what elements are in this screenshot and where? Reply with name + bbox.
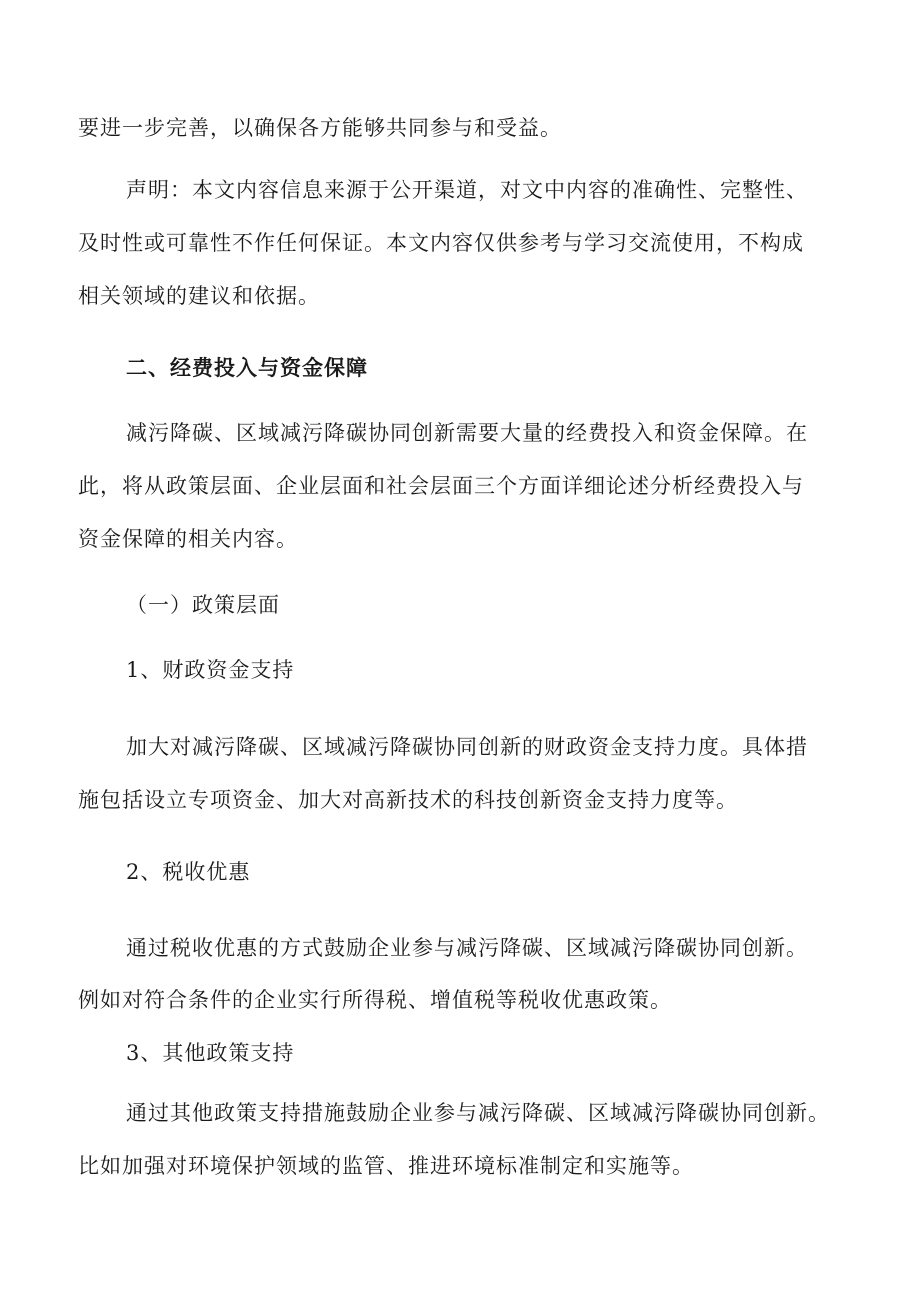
item-heading: 2、税收优惠 [126, 860, 251, 884]
paragraph-line: 通过其他政策支持措施鼓励企业参与减污降碳、区域减污降碳协同创新。 [126, 1101, 830, 1125]
subsection-heading: （一）政策层面 [126, 593, 280, 617]
disclaimer-line: 相关领域的建议和依据。 [78, 284, 320, 308]
paragraph-line: 资金保障的相关内容。 [78, 527, 298, 551]
item-heading: 1、财政资金支持 [126, 658, 295, 682]
disclaimer-line: 及时性或可靠性不作任何保证。本文内容仅供参考与学习交流使用，不构成 [78, 231, 804, 255]
section-heading: 二、经费投入与资金保障 [126, 355, 368, 380]
disclaimer-line: 声明：本文内容信息来源于公开渠道，对文中内容的准确性、完整性、 [126, 178, 808, 202]
item-heading: 3、其他政策支持 [126, 1041, 295, 1065]
paragraph-line: 要进一步完善，以确保各方能够共同参与和受益。 [78, 116, 562, 140]
paragraph-line: 此，将从政策层面、企业层面和社会层面三个方面详细论述分析经费投入与 [78, 474, 804, 498]
paragraph-line: 例如对符合条件的企业实行所得税、增值税等税收优惠政策。 [78, 988, 672, 1012]
paragraph-line: 加大对减污降碳、区域减污降碳协同创新的财政资金支持力度。具体措 [126, 735, 808, 759]
paragraph-line: 减污降碳、区域减污降碳协同创新需要大量的经费投入和资金保障。在 [126, 421, 808, 445]
paragraph-line: 通过税收优惠的方式鼓励企业参与减污降碳、区域减污降碳协同创新。 [126, 936, 808, 960]
paragraph-line: 施包括设立专项资金、加大对高新技术的科技创新资金支持力度等。 [78, 788, 738, 812]
paragraph-line: 比如加强对环境保护领域的监管、推进环境标准制定和实施等。 [78, 1154, 694, 1178]
